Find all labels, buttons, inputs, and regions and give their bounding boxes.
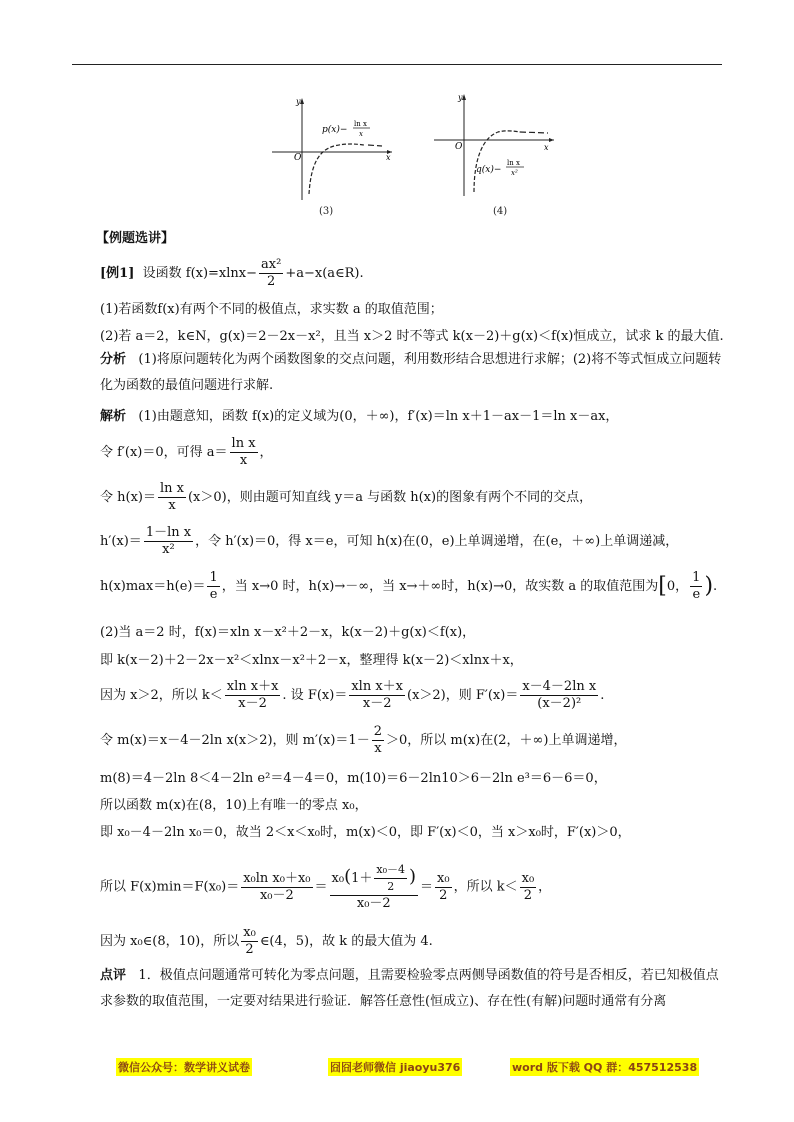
comment-label: 点评 [100,968,127,983]
fraction: $\frac{\text{x₀}}{2}$ [521,870,535,903]
fraction: x₀(1＋ $\frac{\text{x₀－4}}{2}$ ) x₀－2 [331,863,417,911]
origin-label: O [455,142,463,152]
frac-num: ln x [354,120,367,128]
solution-line-2: 令 f′(x)＝0，可得 a＝ $\frac{\text{ln x}}{x}$ ， [100,436,273,468]
frac-num: ln x [507,159,520,167]
fraction: $\frac{\text{x₀}}{2}$ [243,925,256,957]
y-arrow-icon [300,98,304,104]
comment-paragraph: 点评 1．极值点问题通常可转化为零点问题，且需要检验零点两侧导函数值的符号是否相反，若已知极值点求参数的取值范围，一定要对结果进行验证．解答任意性(恒成立)、存在性(有解)问题时通常有分离 [100,968,719,1009]
fraction: $\frac{\text{x－4－2ln x}}{\text{(x－2)²}}$ [522,679,597,711]
graph-4-caption: (4) [493,206,508,217]
graph-3 [268,94,398,204]
fraction: $\frac{\text{xln x＋x}}{x-2}$ [351,679,403,711]
example-tag: [例1] [100,266,135,281]
question-1: (1)若函数f(x)有两个不同的极值点，求实数 a 的取值范围； [100,302,443,317]
solution-label: 解析 [100,409,127,424]
asymptote-dash [368,145,382,146]
solution-line-12: 即 x₀－4－2ln x₀＝0，故当 2＜x＜x₀时，m(x)＜0，即 F′(x)＜0，当 x＞x₀时，F′(x)＞0， [100,825,631,840]
fraction: $\frac{\text{x₀}}{2}$ [437,870,450,903]
y-axis-label: y [458,93,463,102]
asymptote-dash [520,132,548,133]
y-arrow-icon [462,94,466,100]
solution-line-7: 即 k(x－2)＋2－2x－x²＜xlnx－x²＋2－x，整理得 k(x－2)＜xlnx＋x， [100,653,523,668]
example-statement: [例1] 设函数 f(x)=xlnx− $\frac{\text{ax²}}{2}$ +a−x(a∈R). [100,257,364,289]
solution-line-3: 令 h(x)＝ $\frac{\text{ln x}}{x}$ (x＞0)，则由题可知直线 y＝a 与函数 h(x)的图象有两个不同的交点， [100,481,593,513]
solution-line-9: 令 m(x)＝x－4－2ln x(x＞2)，则 m′(x)＝1－ $\frac{2}{x}$ ＞0，所以 m(x)在(2，＋∞)上单调递增， [100,724,627,756]
question-2: (2)若 a＝2，k∈N，g(x)＝2－2x－x²，且当 x＞2 时不等式 k(x－2)＋g(x)＜f(x)恒成立，试求 k 的最大值. [100,329,724,344]
solution-line-14: 因为 x₀∈(8，10)，所以 $\frac{\text{x₀}}{2}$ ∈(4，5)，故 k 的最大值为 4. [100,925,433,957]
fraction: $\frac{\text{ax²}}{2}$ [261,257,282,289]
solution-line-5: h(x)max＝h(e)＝ $\frac{1}{e}$ ，当 x→0 时，h(x)→－∞，当 x→＋∞时，h(x)→0，故实数 a 的取值范围为[0， $\frac{1}{e}$ ). [100,570,718,602]
fraction: $\frac{2}{x}$ [373,724,382,756]
footer-wechat-account: 微信公众号：数学讲义试卷 [116,1058,252,1076]
analysis-label: 分析 [100,352,127,367]
fraction: $\frac{\text{xln x＋x}}{x-2}$ [226,679,279,711]
analysis-paragraph: 分析 (1)将原问题转化为两个函数图象的交点问题，利用数形结合思想进行求解；(2)将不等式恒成立问题转化为函数的最值问题进行求解. [100,352,722,393]
fraction: $\frac{\text{ln x}}{x}$ [159,481,184,513]
solution-line-6: (2)当 a＝2 时，f(x)＝xln x－x²＋2－x，k(x－2)＋g(x)＜f(x)， [100,625,476,640]
graph-4 [430,90,560,200]
graph-3-caption: (3) [319,206,334,217]
solution-line-8: 因为 x＞2，所以 k＜ $\frac{\text{xln x＋x}}{x-2}$ . 设 F(x)＝ $\frac{\text{xln x＋x}}{x-2}$ (x＞2)，则 F′(x)＝ $\frac{\text{x－4－2ln x}}{\text{(x－2)²}}$ . [100,679,605,711]
solution-line-10: m(8)＝4－2ln 8＜4－2ln e²＝4－4＝0，m(10)＝6－2ln10＞6－2ln e³＝6－6＝0， [100,771,607,786]
x-axis-label: x [544,143,549,152]
solution-line-11: 所以函数 m(x)在(8，10)上有唯一的零点 x₀， [100,798,368,813]
footer-qq-group: word 版下载 QQ 群：457512538 [510,1058,699,1076]
x-arrow-icon [549,138,554,142]
section-heading: 【例题选讲】 [96,231,175,246]
y-axis-label: y [296,97,301,106]
frac-den: x [359,130,363,138]
fraction: $\frac{\text{1－ln x}}{\text{x²}}$ [145,525,192,557]
function-label: q(x)− [476,165,502,175]
solution-line-13: 所以 F(x)min＝F(x₀)＝ $\frac{\text{x₀ln x₀＋x₀}}{\text{x₀－2}}$ ＝ x₀(1＋ $\frac{\text{x₀－4}}{2}$ ) x₀－2 ＝ $\frac{\text{x₀}}{2}$ ，所以 k＜ $\frac{\text{x₀}}{2}$ ， [100,863,552,911]
fraction: $\frac{1}{e}$ [209,570,218,602]
solution-line-4: h′(x)＝ $\frac{\text{1－ln x}}{\text{x²}}$ ，令 h′(x)＝0，得 x＝e，可知 h(x)在(0，e)上单调递增，在(e，＋∞)上单调递减， [100,525,679,557]
fraction: $\frac{\text{x₀ln x₀＋x₀}}{\text{x₀－2}}$ [243,870,311,903]
solution-line-1: 解析 (1)由题意知，函数 f(x)的定义域为(0，＋∞)，f′(x)＝ln x＋1－ax－1＝ln x－ax， [100,409,619,424]
fraction: $\frac{\text{x₀－4}}{2}$ [376,863,405,893]
fraction: $\frac{1}{e}$ [692,570,701,602]
origin-label: O [294,153,302,163]
header-rule [72,64,722,65]
frac-den: x² [511,169,518,177]
function-label: p(x)− [322,125,348,135]
footer-teacher-wechat: 囧囧老师微信 jiaoyu376 [328,1058,462,1076]
fraction: $\frac{\text{ln x}}{x}$ [231,436,256,468]
x-axis-label: x [386,153,391,162]
